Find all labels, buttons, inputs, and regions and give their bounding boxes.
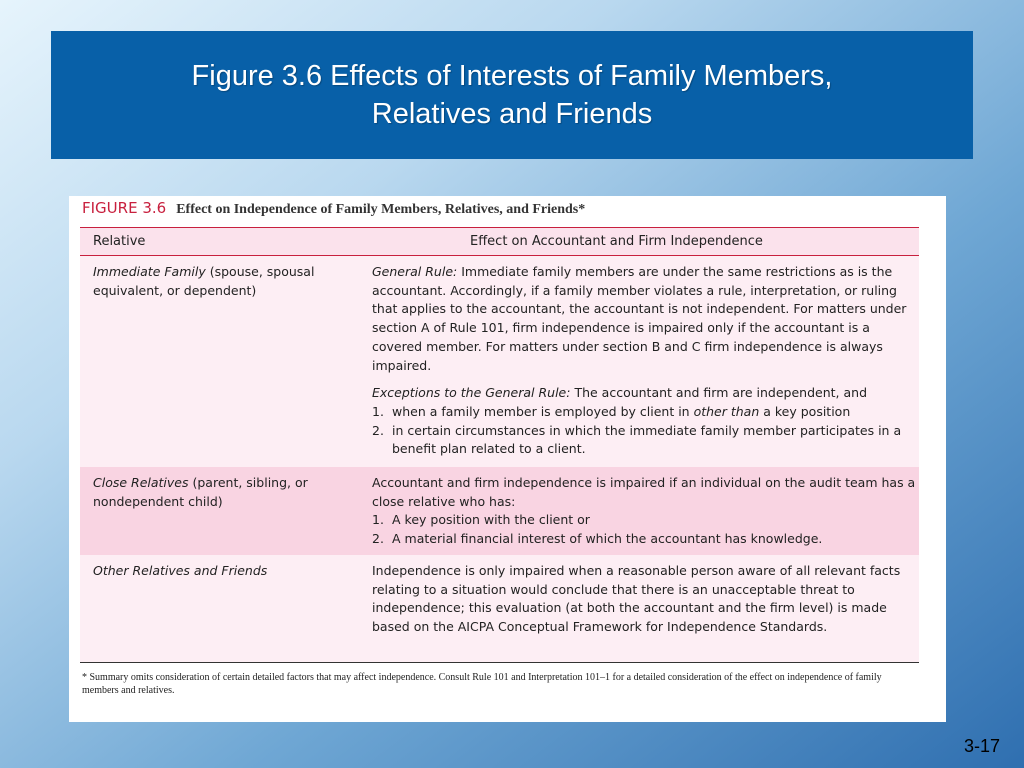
- list-item: [372, 511, 917, 530]
- list-item: [372, 403, 917, 422]
- exceptions: [372, 384, 917, 403]
- figure-panel: [69, 196, 946, 722]
- list-text: in certain circumstances in which the immediate family member participates in a benefit plan related to a client.: [392, 422, 902, 457]
- list-number: 2.: [372, 422, 384, 438]
- effect-cell: [372, 474, 917, 549]
- relative-detail: (parent, sibling, or nondependent child): [93, 475, 308, 509]
- list-item: [372, 422, 917, 459]
- figure-title: Effect on Independence of Family Members, Relatives, and Friends*: [176, 202, 586, 217]
- relative-detail: (spouse, spousal equivalent, or dependent): [93, 264, 315, 298]
- effect-cell: [372, 562, 917, 637]
- general-rule-label: General Rule:: [372, 264, 458, 279]
- relative-name: Immediate Family: [93, 264, 206, 279]
- table-row-other-relatives: [80, 555, 919, 662]
- effect-cell: [372, 263, 917, 459]
- list-item: [372, 530, 917, 549]
- figure-caption: [82, 199, 585, 218]
- general-rule-text: Immediate family members are under the same restrictions as is the accountant. Accordingly, if a family member violates a rule, interpretation, or ruling that applies to the accountant, the accountant is not independent. For matters under section A of Rule 101, firm independence is impaired only if the accountant is a covered member. For matters under section B and C firm independence is always impaired.: [372, 264, 907, 373]
- list-text: a key position: [763, 403, 851, 419]
- relative-name: Other Relatives and Friends: [93, 563, 268, 578]
- list-text: when a family member is employed by client in: [392, 403, 690, 419]
- list-emphasis: other than: [693, 403, 760, 419]
- list-text: A key position with the client or: [392, 512, 590, 528]
- relative-cell: [93, 263, 361, 300]
- footnote: * Summary omits consideration of certain detailed factors that may affect independence. Consult Rule 101 and Interpretation 101–1 for a detailed consideration of the effect on independence of family members and relatives.: [82, 672, 882, 696]
- relative-cell: [93, 562, 361, 581]
- table-header: [80, 228, 919, 256]
- slide-title-line1: Figure 3.6 Effects of Interests of Family Members,: [191, 60, 833, 92]
- table-row-close-relatives: [80, 467, 919, 555]
- list-number: 2.: [372, 531, 384, 547]
- exceptions-text: The accountant and firm are independent, and: [574, 385, 868, 401]
- exceptions-label: Exceptions to the General Rule:: [372, 385, 571, 401]
- page-number: 3-17: [963, 736, 1000, 756]
- slide-title: [51, 31, 973, 159]
- list-number: 1.: [372, 403, 384, 419]
- slide-title-line2: Relatives and Friends: [371, 98, 653, 130]
- table-row-immediate-family: [80, 256, 919, 467]
- list-number: 1.: [372, 512, 384, 528]
- close-relatives-intro: Accountant and firm independence is impaired if an individual on the audit team has a close relative who has:: [372, 475, 916, 509]
- general-rule: [372, 263, 917, 375]
- other-relatives-text: Independence is only impaired when a reasonable person aware of all relevant facts relating to a situation would conclude that there is an unacceptable threat to independence; this evaluation (at both the accountant and the firm level) is made based on the AICPA Conceptual Framework for Independence Standards.: [372, 563, 901, 635]
- relative-cell: [93, 474, 361, 511]
- figure-label: FIGURE 3.6: [82, 199, 167, 217]
- list-text: A material financial interest of which the accountant has knowledge.: [392, 531, 823, 547]
- relative-name: Close Relatives: [93, 475, 189, 490]
- column-header-relative: Relative: [93, 234, 146, 249]
- independence-table: [80, 227, 919, 663]
- column-header-effect: Effect on Accountant and Firm Independence: [470, 234, 763, 249]
